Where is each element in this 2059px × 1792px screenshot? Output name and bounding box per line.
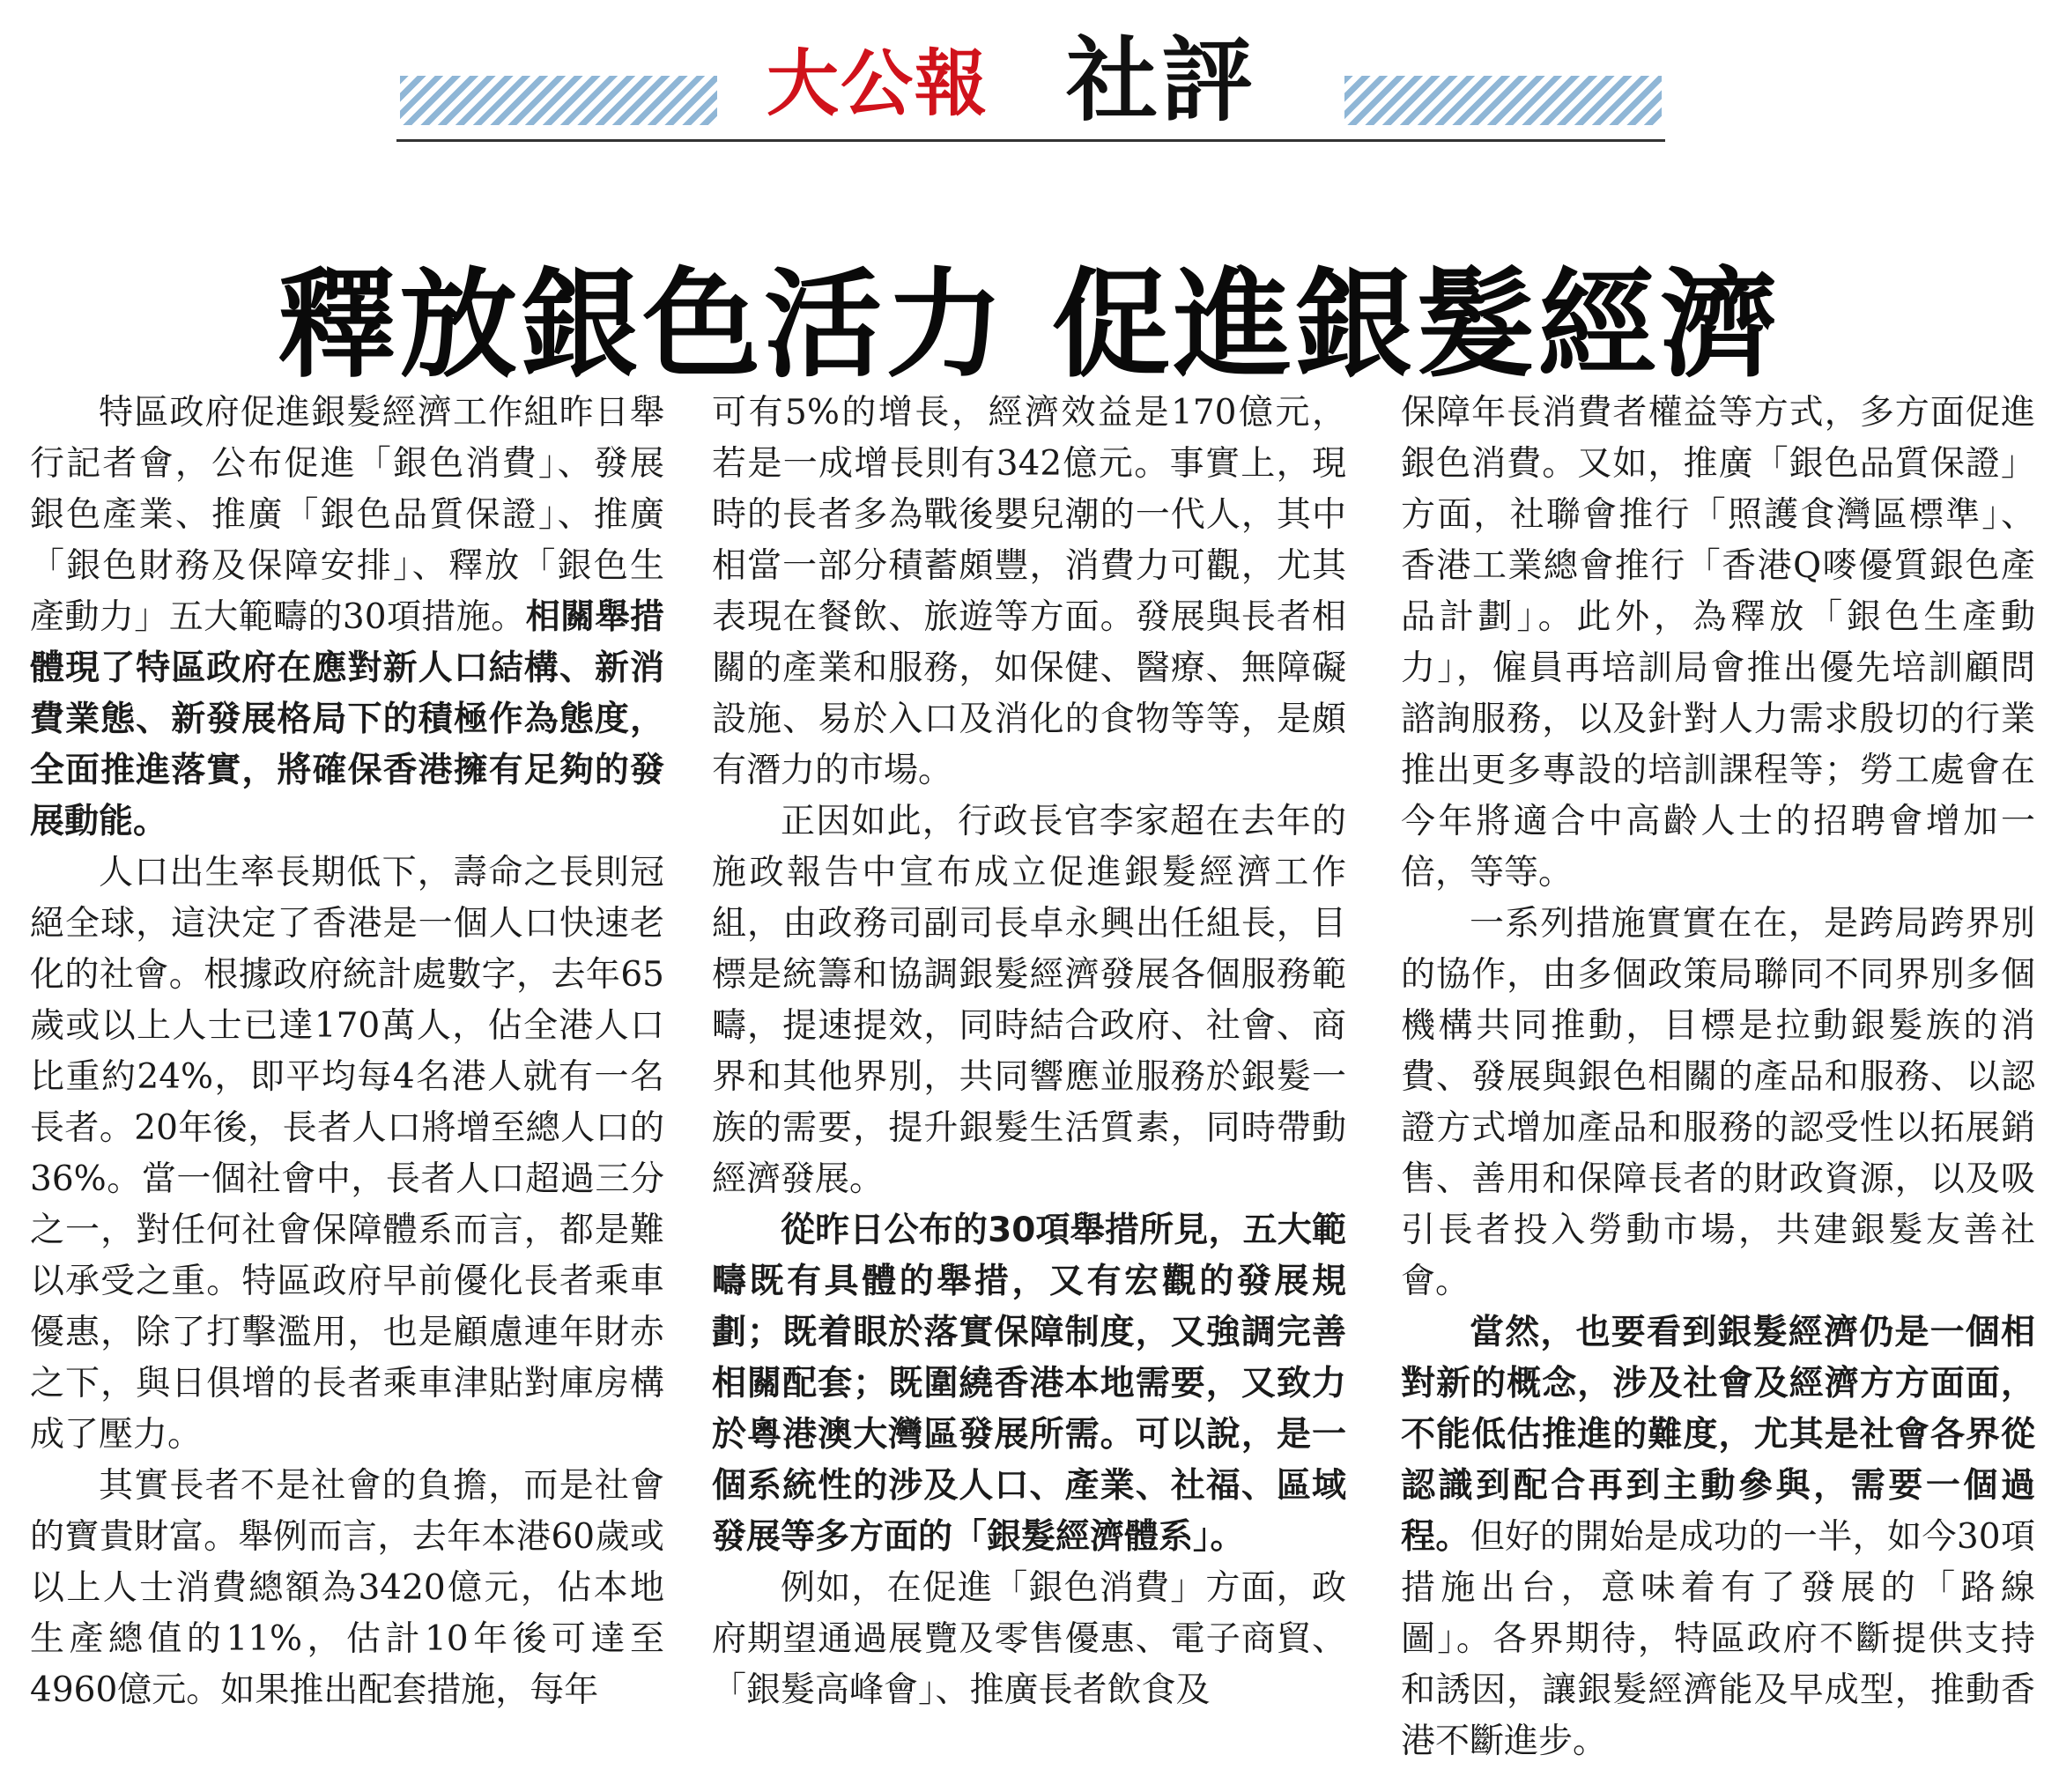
paragraph: 例如，在促進「銀色消費」方面，政府期望通過展覽及零售優惠、電子商貿、「銀髮高峰會」、推廣長者飲食及 bbox=[712, 1568, 1346, 1710]
paragraph-text-bold: 當然，也要看到銀髮經濟仍是一個相對新的概念，涉及社會及經濟方方面面，不能低估推進的難度，尤其是社會各界從認識到配合再到主動參與，需要一個過程。 bbox=[1401, 1313, 2035, 1557]
hatch-decoration-left bbox=[400, 76, 717, 125]
masthead bbox=[396, 18, 1665, 141]
article-column-1 bbox=[30, 388, 664, 1716]
paragraph-text: 特區政府促進銀髮經濟工作組昨日舉行記者會，公布促進「銀色消費」、發展銀色產業、推廣「銀色品質保證」、推廣「銀色財務及保障安排」、釋放「銀色生產動力」五大範疇的30項措施。 bbox=[30, 393, 664, 637]
masthead-rule bbox=[396, 139, 1665, 142]
hatch-decoration-right bbox=[1344, 76, 1662, 125]
paragraph-bold: 從昨日公布的30項舉措所見，五大範疇既有具體的舉措，又有宏觀的發展規劃；既着眼於落實保障制度，又強調完善相關配套；既圍繞香港本地需要，又致力於粵港澳大灣區發展所需。可以說，是一個系統性的涉及人口、產業、社福、區域發展等多方面的「銀髮經濟體系」。 bbox=[712, 1211, 1346, 1557]
article-column-2 bbox=[712, 388, 1346, 1716]
brand-logo: 大公報 bbox=[767, 42, 989, 126]
paragraph: 人口出生率長期低下，壽命之長則冠絕全球，這決定了香港是一個人口快速老化的社會。根據政府統計處數字，去年65歲或以上人士已達170萬人，佔全港人口比重約24%，即平均每4名港人就有一名長者。20年後，長者人口將增至總人口的36%。當一個社會中，長者人口超過三分之一，對任何社會保障體系而言，都是難以承受之重。特區政府早前優化長者乘車優惠，除了打擊濫用，也是顧慮連年財赤之下，與日俱增的長者乘車津貼對庫房構成了壓力。 bbox=[30, 853, 664, 1455]
paragraph-text: 但好的開始是成功的一半，如今30項措施出台，意味着有了發展的「路線圖」。各界期待，特區政府不斷提供支持和誘因，讓銀髮經濟能及早成型，推動香港不斷進步。 bbox=[1401, 1517, 2035, 1761]
paragraph: 保障年長消費者權益等方式，多方面促進銀色消費。又如，推廣「銀色品質保證」方面，社聯會推行「照護食灣區標準」、香港工業總會推行「香港Q嘜優質銀色產品計劃」。此外，為釋放「銀色生產動力」，僱員再培訓局會推出優先培訓顧問諮詢服務，以及針對人力需求殷切的行業推出更多專設的培訓課程等；勞工處會在今年將適合中高齡人士的招聘會增加一倍，等等。 bbox=[1401, 393, 2035, 892]
paragraph: 一系列措施實實在在，是跨局跨界別的協作，由多個政策局聯同不同界別多個機構共同推動，目標是拉動銀髮族的消費、發展與銀色相關的產品和服務、以認證方式增加產品和服務的認受性以拓展銷售、善用和保障長者的財政資源，以及吸引長者投入勞動市場，共建銀髮友善社會。 bbox=[1401, 904, 2035, 1301]
paragraph bbox=[1401, 1307, 2035, 1767]
paragraph: 可有5%的增長，經濟效益是170億元，若是一成增長則有342億元。事實上，現時的長者多為戰後嬰兒潮的一代人，其中相當一部分積蓄頗豐，消費力可觀，尤其表現在餐飲、旅遊等方面。發展與長者相關的產業和服務，如保健、醫療、無障礙設施、易於入口及消化的食物等等，是頗有潛力的市場。 bbox=[712, 393, 1346, 790]
headline: 釋放銀色活力 促進銀髮經濟 bbox=[278, 254, 1781, 394]
paragraph bbox=[30, 388, 664, 848]
paragraph: 正因如此，行政長官李家超在去年的施政報告中宣布成立促進銀髮經濟工作組，由政務司副司長卓永興出任組長，目標是統籌和協調銀髮經濟發展各個服務範疇，提速提效，同時結合政府、社會、商界和其他界別，共同響應並服務於銀髮一族的需要，提升銀髮生活質素，同時帶動經濟發展。 bbox=[712, 802, 1346, 1199]
paragraph-text-bold: 相關舉措體現了特區政府在應對新人口結構、新消費業態、新發展格局下的積極作為態度，全面推進落實，將確保香港擁有足夠的發展動能。 bbox=[30, 597, 664, 841]
section-title: 社評 bbox=[1066, 26, 1257, 134]
paragraph: 其實長者不是社會的負擔，而是社會的寶貴財富。舉例而言，去年本港60歲或以上人士消費總額為3420億元，佔本地生產總值的11%，估計10年後可達至4960億元。如果推出配套措施，每年 bbox=[30, 1466, 664, 1710]
article-column-3 bbox=[1401, 388, 2035, 1767]
